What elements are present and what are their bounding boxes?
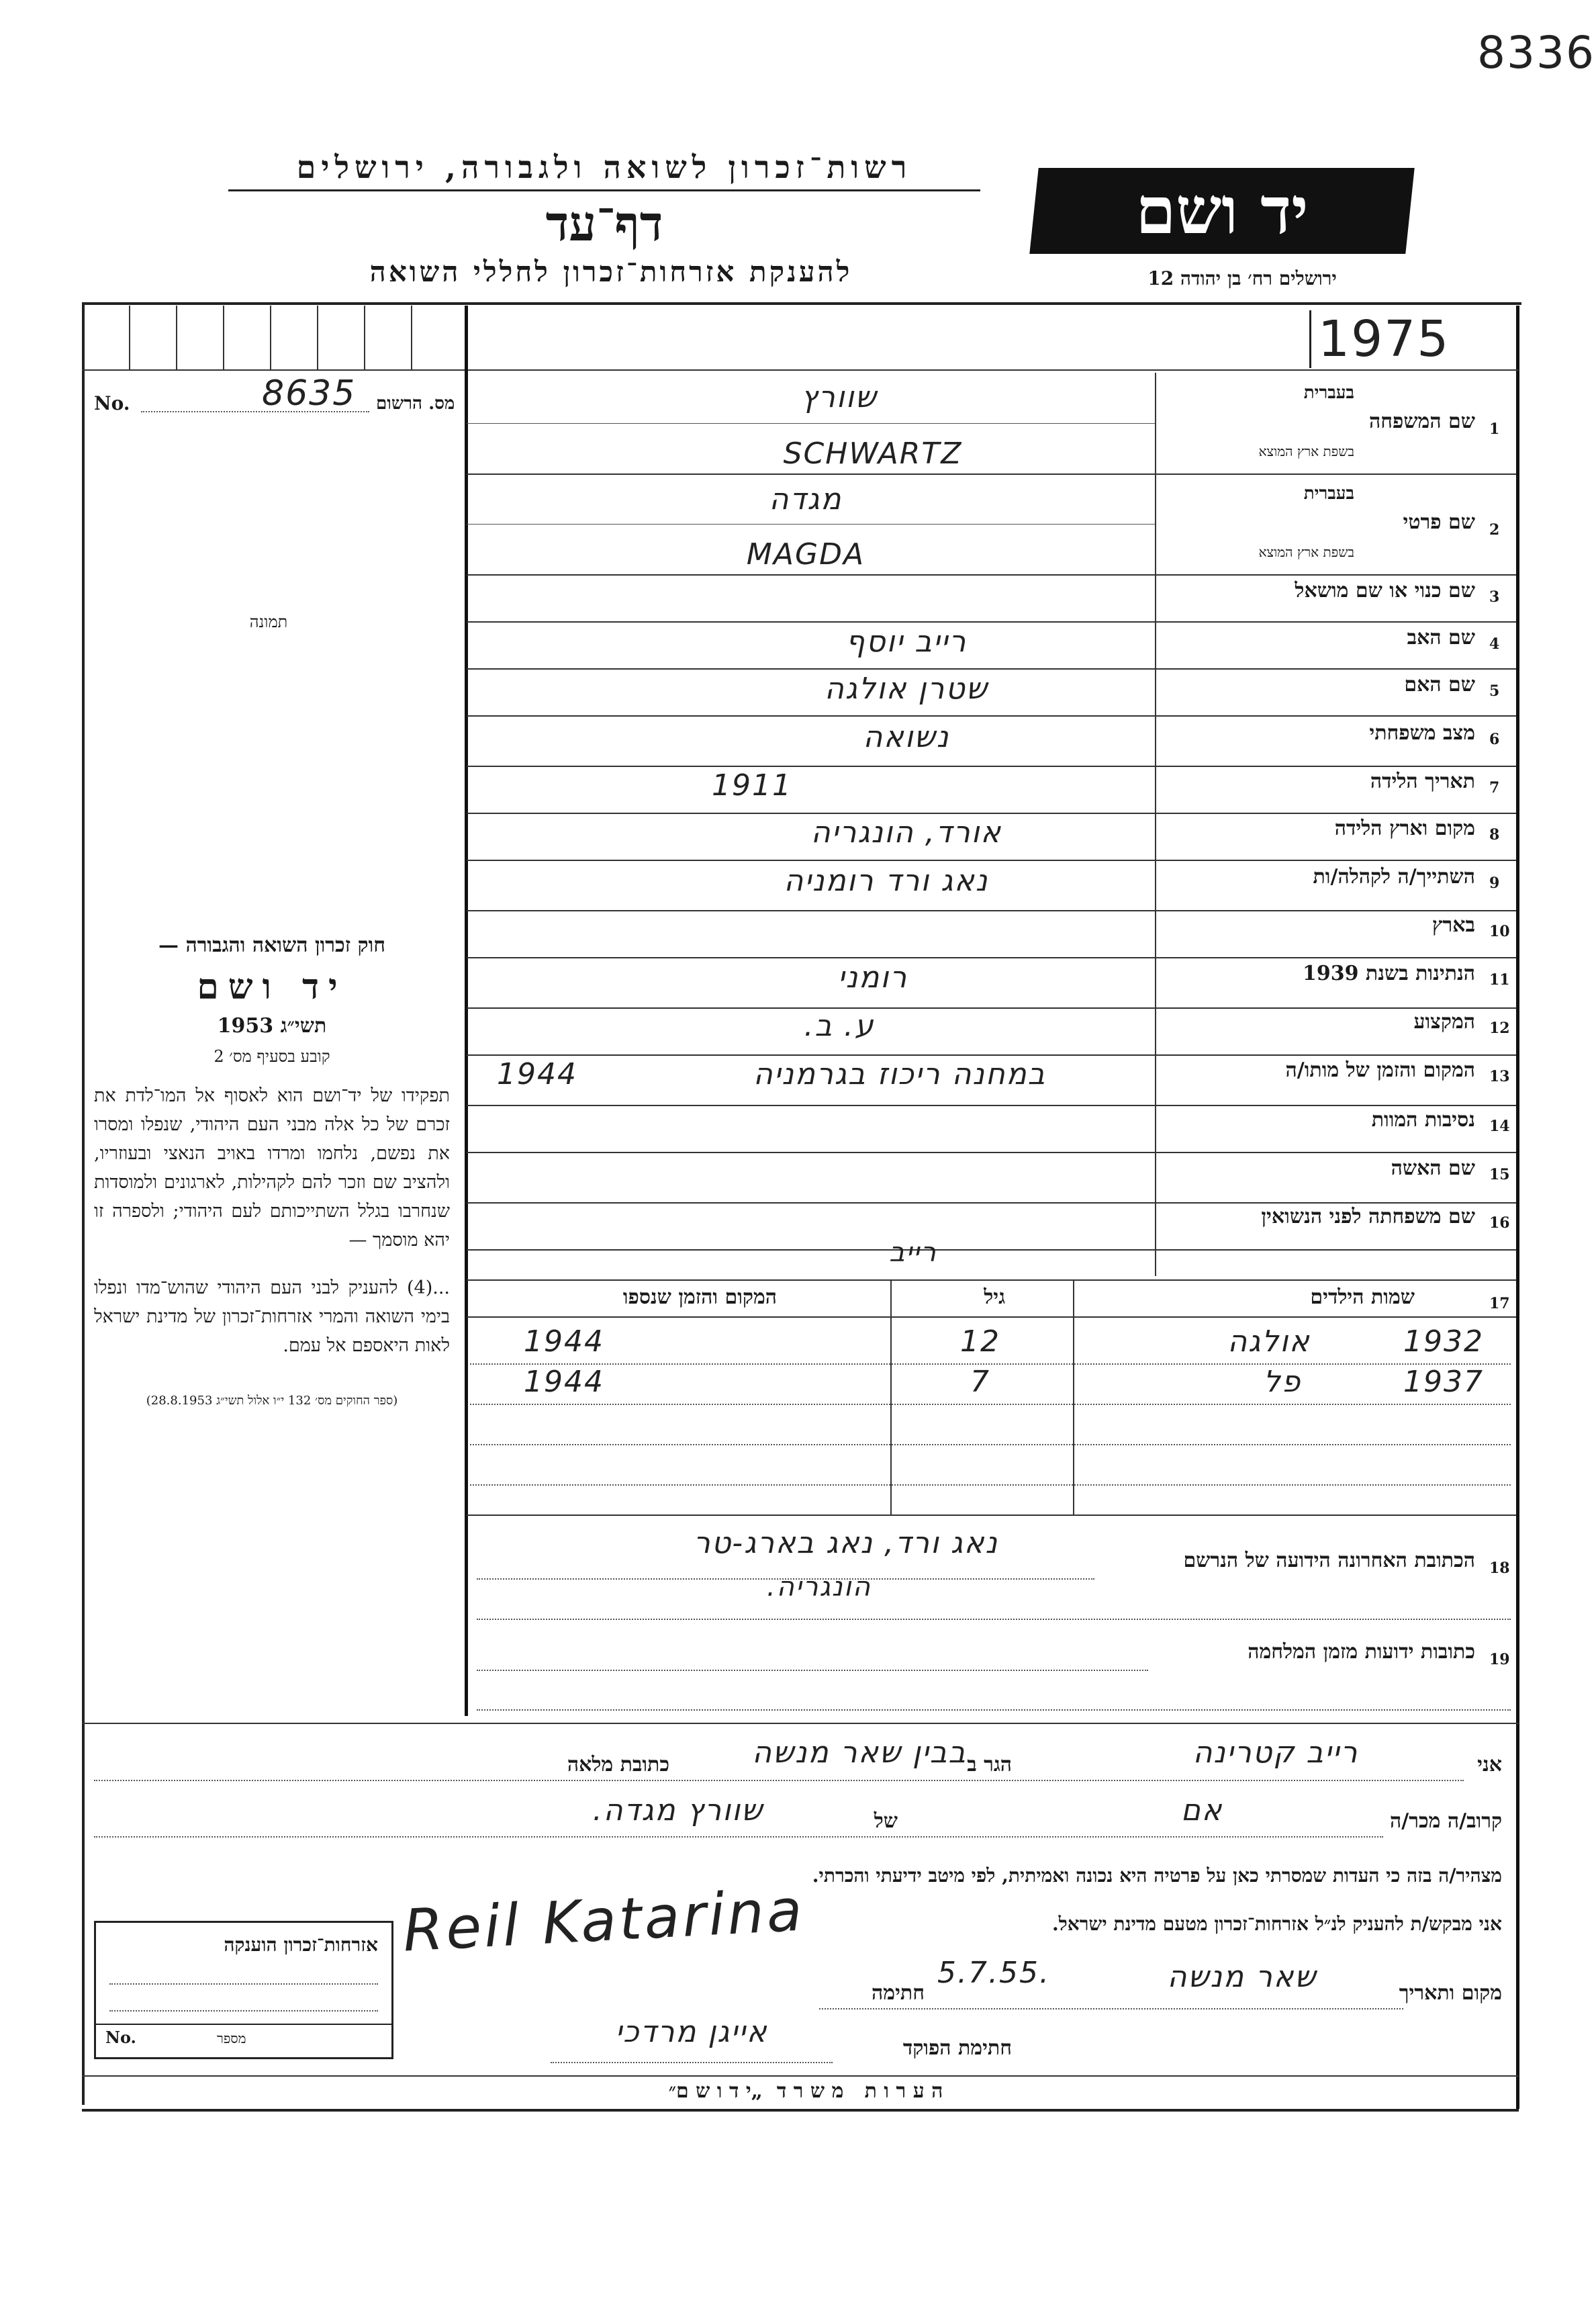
full-address-label: כתובת מלאה [567,1753,669,1776]
marital-status-value[interactable]: נשואה [863,720,950,754]
relative-label: קרוב/ה מכר/ה [1390,1809,1502,1833]
field-number: 4 [1489,635,1500,653]
field-label-last-address: הכתובת האחרונה הידועה של הנרשם [1183,1549,1475,1572]
field-label-death-circumstances: נסיבות המוות [1371,1108,1475,1132]
header-subtitle: להענקת אזרחות־זכרון לחללי השואה [369,255,853,288]
field-label-birth-date: תאריך הלידה [1370,770,1475,793]
child-birth-year[interactable]: 1932 [1403,1324,1484,1359]
of-value[interactable]: שוורץ מגדה. [592,1793,764,1827]
field-number: 6 [1489,731,1500,748]
field-number: 1 [1489,420,1500,438]
officer-signature-label: חתימת הפוקד [902,2036,1012,2060]
field-number: 7 [1489,779,1500,797]
field-label-war-address: כתובות ידועות מזמן המלחמה [1248,1640,1475,1664]
field-number: 17 [1489,1295,1510,1312]
family-name-hebrew-value[interactable]: שוורץ [801,380,878,414]
family-name-origin-value[interactable]: SCHWARTZ [783,437,963,471]
document-number: 8336 [1477,27,1595,79]
citizenship-box [94,1921,393,2059]
place-value[interactable]: שאר מנשה [1167,1960,1317,1994]
remarks-label: ה ע ר ו ת מ ש ר ד „י ד ו ש ם״ [668,2079,943,2103]
citizenship-1939-value[interactable]: רומני [837,960,908,995]
field-number: 8 [1489,826,1500,844]
field-label-marital-status: מצב משפחתי [1369,721,1475,745]
profession-value[interactable]: ע. ב. [804,1009,875,1043]
field-number: 19 [1489,1651,1510,1668]
field-label-maiden-name: שם משפחתה לפני הנשואין [1261,1205,1475,1228]
field-number: 11 [1489,971,1510,989]
resides-label: הגר ב [967,1753,1012,1776]
field-label-birth-place: מקום וארץ הלידה [1334,817,1475,840]
logo-text: יד ושם [1135,173,1309,248]
field-number: 16 [1489,1214,1510,1232]
citizenship-box-no: No. [105,2028,136,2047]
child-death-year[interactable]: 1944 [524,1365,604,1399]
field-number: 2 [1489,521,1500,539]
law-clause: ...(4) להעניק לבני העם היהודי שהוש־מדו ונפלו בימי השואה והמרי אזרחות־זכרון של מדינת ישראל לאות היאספם אל עמם. [94,1277,450,1356]
first-name-origin-value[interactable]: MAGDA [746,537,865,572]
declarant-name[interactable]: רייב קטרינה [1192,1735,1359,1770]
registration-label: מס. הרשום [376,394,455,414]
children-header-age: גיל [984,1285,1005,1309]
declaration-statement: מצהיר/ה בזה כי העדות שמסרתי כאן על פרטיה היא נכונה ואמיתית, לפי מיטב ידיעתי והכרתי. [812,1864,1502,1887]
field-number: 3 [1489,588,1500,606]
registration-number[interactable]: 8635 [262,373,357,414]
field-sublabel-origin: בשפת ארץ המוצא [1258,443,1354,459]
birth-place-value[interactable]: אורד, הונגריה [810,815,1002,850]
maiden-name-value[interactable]: רייב [889,1237,937,1268]
field-number: 13 [1489,1068,1510,1085]
field-label-profession: המקצוע [1413,1010,1475,1034]
first-name-hebrew-value[interactable]: מגדה [769,482,843,516]
date-value[interactable]: 5.7.55. [937,1956,1050,1990]
signature[interactable]: Reil Katarina [401,1877,806,1965]
field-number: 15 [1489,1166,1510,1183]
header-title: דף־עד [545,195,663,252]
field-label-wife-name: שם האשה [1391,1157,1475,1180]
law-section: קובע בסעיף מס׳ 2 [214,1047,330,1066]
death-year-value[interactable]: 1944 [497,1057,577,1091]
field-number: 14 [1489,1118,1510,1135]
child-age[interactable]: 12 [960,1324,1000,1359]
field-number: 18 [1489,1560,1510,1577]
child-name[interactable]: אולגה [1227,1324,1311,1359]
field-sublabel-origin: בשפת ארץ המוצא [1258,544,1354,560]
child-birth-year[interactable]: 1937 [1403,1365,1484,1399]
of-label: של [874,1809,898,1833]
registration-no-label: No. [94,392,130,414]
law-footnote: (ספר החוקים מס׳ 132 י״ו אלול תשי״ג 28.8.1953) [146,1394,398,1408]
law-text-block [94,934,450,1408]
field-label-community: השתייך/ה לקהלה/ות [1313,865,1475,889]
field-label-father-name: שם האב [1407,626,1475,649]
citizenship-box-title: אזרחות־זכרון הוענקה [224,1934,378,1956]
field-number: 12 [1489,1020,1510,1037]
resides-value[interactable]: בבין שאר מנשה [752,1735,967,1770]
children-header-names: שמות הילדים [1310,1285,1415,1309]
field-sublabel-hebrew: בעברית [1303,383,1354,403]
header-address: ירושלים רח׳ בן יהודה 12 [1147,267,1337,289]
field-number: 10 [1489,923,1510,940]
community-value[interactable]: נאג ורד רומניה [784,864,989,898]
last-address-line1[interactable]: נאג ורד, נאג בארג-טר [693,1526,999,1560]
birth-date-value[interactable]: 1911 [712,768,792,803]
field-label-death-place-time: המקום והזמן של מותו/ה [1285,1058,1475,1082]
field-number: 9 [1489,874,1500,892]
child-name[interactable]: פל [1263,1365,1302,1399]
field-label-citizenship-1939: הנתינות בשנת 1939 [1302,962,1475,985]
field-label-alias: שם כנוי או שם מושאל [1295,579,1475,602]
law-year: תשי״ג 1953 [217,1014,327,1038]
header-authority: רשות־זכרון לשואה ולגבורה, ירושלים [296,149,912,185]
field-label-first-name: שם פרטי [1403,510,1475,534]
law-title: חוק זכרון השואה והגבורה — [158,934,385,957]
children-header-place-time: המקום והזמן שנספו [622,1285,777,1309]
death-place-value[interactable]: במחנה ריכוז בגרמניה [753,1057,1047,1091]
field-sublabel-hebrew: בעברית [1303,484,1354,504]
relative-value[interactable]: אם [1180,1793,1223,1827]
citizenship-box-number-label: מספר [217,2030,246,2046]
law-name: יד ושם [197,966,347,1007]
officer-signature[interactable]: אייגן מרדכי [615,2015,768,2049]
photo-label: תמונה [249,613,288,631]
father-name-value[interactable]: רייב יוסף [845,625,968,659]
signature-label: חתימה [872,1981,925,2005]
last-address-line2[interactable]: הונגריה. [767,1572,872,1602]
law-body: תפקידו של יד־ושם הוא לאסוף אל המו־לדת את זכרם של כל אלה מבני העם היהודי, שנפלו ומסרו את נפשם, נלחמו ומרדו באויב הנאצי ובעוזריו, ולהציב שם וזכר להם לקהילות, לארגונים ולמוסדות שנחרבו בגלל השתייכותם לעם היהודי; ולספרה זו יהא מוסמך — [94,1085,450,1251]
place-date-label: מקום ותאריך [1399,1981,1502,2005]
mother-name-value[interactable]: שטרן אולגה [825,672,988,706]
child-death-year[interactable]: 1944 [524,1324,604,1359]
yad-vashem-logo [1029,168,1414,254]
child-age[interactable]: 7 [970,1365,990,1399]
field-number: 5 [1489,682,1500,700]
year-stamp: 1975 [1309,310,1450,368]
field-label-family-name: שם המשפחה [1368,410,1475,433]
declaration-request: אני מבקש/ת להעניק לנ״ל אזרחות־זכרון מטעם מדינת ישראל. [1051,1913,1502,1935]
field-label-country: בארץ [1431,913,1475,937]
declaration-i: אני [1477,1753,1502,1776]
field-label-mother-name: שם האם [1404,673,1475,696]
